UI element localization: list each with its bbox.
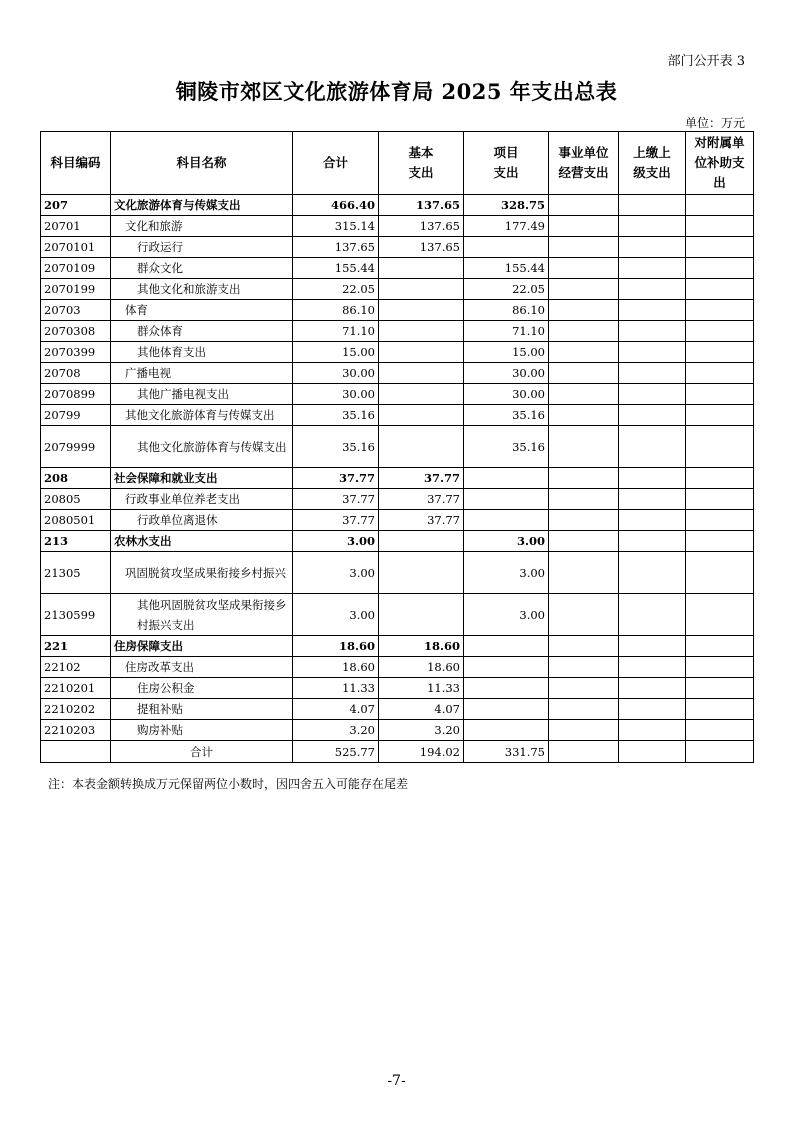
row-business [549, 489, 619, 510]
header-code: 科目编码 [41, 132, 111, 195]
row-project: 3.00 [464, 594, 549, 636]
row-code: 21305 [41, 552, 111, 594]
table-row [41, 216, 754, 237]
row-business [549, 384, 619, 405]
row-basic: 37.77 [379, 489, 464, 510]
row-total: 37.77 [293, 468, 379, 489]
row-project: 155.44 [464, 258, 549, 279]
header-basic: 基本 支出 [379, 132, 464, 195]
row-basic [379, 342, 464, 363]
row-business [549, 363, 619, 384]
row-project: 35.16 [464, 405, 549, 426]
row-project: 86.10 [464, 300, 549, 321]
total-project: 331.75 [464, 741, 549, 763]
row-name: 群众文化 [111, 258, 293, 279]
row-code: 2210201 [41, 678, 111, 699]
row-upper [619, 594, 686, 636]
table-row [41, 384, 754, 405]
row-total: 86.10 [293, 300, 379, 321]
table-row [41, 426, 754, 468]
row-business [549, 510, 619, 531]
row-project: 3.00 [464, 531, 549, 552]
row-code: 2070109 [41, 258, 111, 279]
row-subsidy [686, 426, 754, 468]
row-upper [619, 258, 686, 279]
row-project: 30.00 [464, 384, 549, 405]
table-row [41, 363, 754, 384]
table-row [41, 531, 754, 552]
row-code: 20799 [41, 405, 111, 426]
row-total: 4.07 [293, 699, 379, 720]
row-name: 住房保障支出 [111, 636, 293, 657]
table-row [41, 552, 754, 594]
row-upper [619, 657, 686, 678]
table-row [41, 258, 754, 279]
row-upper [619, 195, 686, 216]
expenditure-table [40, 131, 754, 763]
row-subsidy [686, 720, 754, 741]
row-code: 2130599 [41, 594, 111, 636]
row-code: 22102 [41, 657, 111, 678]
row-basic: 137.65 [379, 237, 464, 258]
row-code: 2080501 [41, 510, 111, 531]
total-basic: 194.02 [379, 741, 464, 763]
row-project: 22.05 [464, 279, 549, 300]
row-upper [619, 426, 686, 468]
row-code: 207 [41, 195, 111, 216]
row-code: 2070308 [41, 321, 111, 342]
footnote: 注：本表金额转换成万元保留两位小数时，因四舍五入可能存在尾差 [48, 777, 409, 791]
row-subsidy [686, 510, 754, 531]
row-business [549, 699, 619, 720]
row-total: 35.16 [293, 426, 379, 468]
row-basic [379, 279, 464, 300]
row-total: 18.60 [293, 657, 379, 678]
row-code: 2079999 [41, 426, 111, 468]
row-project [464, 699, 549, 720]
total-upper [619, 741, 686, 763]
row-name: 其他文化旅游体育与传媒支出 [111, 405, 293, 426]
row-subsidy [686, 657, 754, 678]
row-subsidy [686, 636, 754, 657]
table-row [41, 405, 754, 426]
row-project [464, 468, 549, 489]
row-name: 群众体育 [111, 321, 293, 342]
row-upper [619, 636, 686, 657]
row-subsidy [686, 342, 754, 363]
row-project: 177.49 [464, 216, 549, 237]
row-upper [619, 216, 686, 237]
row-project: 71.10 [464, 321, 549, 342]
row-upper [619, 678, 686, 699]
row-name: 其他文化旅游体育与传媒支出 [111, 426, 293, 468]
row-basic: 4.07 [379, 699, 464, 720]
row-code: 208 [41, 468, 111, 489]
row-basic: 18.60 [379, 636, 464, 657]
header-name: 科目名称 [111, 132, 293, 195]
row-upper [619, 468, 686, 489]
row-project [464, 489, 549, 510]
row-name: 文化旅游体育与传媒支出 [111, 195, 293, 216]
row-name: 其他巩固脱贫攻坚成果衔接乡村振兴支出 [111, 594, 293, 636]
row-total: 155.44 [293, 258, 379, 279]
row-business [549, 237, 619, 258]
row-basic [379, 531, 464, 552]
table-row [41, 594, 754, 636]
row-name: 行政事业单位养老支出 [111, 489, 293, 510]
table-row [41, 468, 754, 489]
row-subsidy [686, 678, 754, 699]
header-business: 事业单位 经营支出 [549, 132, 619, 195]
row-subsidy [686, 195, 754, 216]
row-total: 22.05 [293, 279, 379, 300]
row-name: 提租补贴 [111, 699, 293, 720]
row-basic: 18.60 [379, 657, 464, 678]
row-project [464, 237, 549, 258]
row-basic [379, 384, 464, 405]
row-basic [379, 258, 464, 279]
row-basic [379, 426, 464, 468]
row-total: 315.14 [293, 216, 379, 237]
row-name: 巩固脱贫攻坚成果衔接乡村振兴 [111, 552, 293, 594]
header-subsidy: 对附属单 位补助支 出 [686, 132, 754, 195]
row-subsidy [686, 405, 754, 426]
page-number: -7- [387, 1073, 406, 1089]
row-total: 3.00 [293, 552, 379, 594]
header-project: 项目 支出 [464, 132, 549, 195]
row-basic [379, 321, 464, 342]
row-total: 37.77 [293, 510, 379, 531]
total-label: 合计 [111, 741, 293, 763]
row-business [549, 258, 619, 279]
row-subsidy [686, 300, 754, 321]
row-project [464, 510, 549, 531]
row-total: 37.77 [293, 489, 379, 510]
row-code: 2070899 [41, 384, 111, 405]
row-upper [619, 489, 686, 510]
row-code: 221 [41, 636, 111, 657]
row-business [549, 678, 619, 699]
row-project [464, 678, 549, 699]
header-upper: 上缴上 级支出 [619, 132, 686, 195]
row-subsidy [686, 489, 754, 510]
row-business [549, 195, 619, 216]
row-basic [379, 594, 464, 636]
row-code: 213 [41, 531, 111, 552]
row-subsidy [686, 237, 754, 258]
row-code: 2070101 [41, 237, 111, 258]
row-business [549, 405, 619, 426]
header-row [41, 132, 754, 195]
row-basic: 37.77 [379, 468, 464, 489]
row-upper [619, 384, 686, 405]
row-project: 3.00 [464, 552, 549, 594]
row-upper [619, 300, 686, 321]
row-name: 行政单位离退休 [111, 510, 293, 531]
row-business [549, 636, 619, 657]
table-row [41, 279, 754, 300]
row-subsidy [686, 258, 754, 279]
row-total: 466.40 [293, 195, 379, 216]
row-total: 30.00 [293, 384, 379, 405]
table-row [41, 489, 754, 510]
unit-label: 单位：万元 [684, 116, 745, 130]
row-basic: 37.77 [379, 510, 464, 531]
row-basic: 11.33 [379, 678, 464, 699]
total-row [41, 741, 754, 763]
row-name: 其他文化和旅游支出 [111, 279, 293, 300]
table-row [41, 699, 754, 720]
row-upper [619, 342, 686, 363]
row-upper [619, 531, 686, 552]
header-total: 合计 [293, 132, 379, 195]
row-name: 行政运行 [111, 237, 293, 258]
row-code: 20701 [41, 216, 111, 237]
row-subsidy [686, 468, 754, 489]
row-business [549, 216, 619, 237]
row-upper [619, 237, 686, 258]
row-business [549, 531, 619, 552]
table-row [41, 237, 754, 258]
row-basic [379, 552, 464, 594]
row-total: 137.65 [293, 237, 379, 258]
row-basic: 3.20 [379, 720, 464, 741]
table-row [41, 195, 754, 216]
row-total: 3.00 [293, 594, 379, 636]
row-upper [619, 321, 686, 342]
row-business [549, 594, 619, 636]
row-name: 购房补贴 [111, 720, 293, 741]
row-name: 住房公积金 [111, 678, 293, 699]
row-upper [619, 552, 686, 594]
row-project: 30.00 [464, 363, 549, 384]
row-business [549, 300, 619, 321]
row-total: 3.00 [293, 531, 379, 552]
row-project: 15.00 [464, 342, 549, 363]
row-business [549, 342, 619, 363]
row-basic [379, 300, 464, 321]
row-subsidy [686, 594, 754, 636]
table-row [41, 342, 754, 363]
table-row [41, 636, 754, 657]
row-upper [619, 720, 686, 741]
page-title: 铜陵市郊区文化旅游体育局 2025 年支出总表 [175, 79, 618, 104]
row-total: 71.10 [293, 321, 379, 342]
row-total: 11.33 [293, 678, 379, 699]
row-business [549, 720, 619, 741]
row-total: 18.60 [293, 636, 379, 657]
row-total: 15.00 [293, 342, 379, 363]
row-total: 3.20 [293, 720, 379, 741]
total-subsidy [686, 741, 754, 763]
row-subsidy [686, 363, 754, 384]
row-subsidy [686, 552, 754, 594]
row-subsidy [686, 321, 754, 342]
row-business [549, 552, 619, 594]
total-value: 525.77 [293, 741, 379, 763]
row-business [549, 279, 619, 300]
row-subsidy [686, 699, 754, 720]
row-code: 20703 [41, 300, 111, 321]
row-subsidy [686, 384, 754, 405]
row-code: 20805 [41, 489, 111, 510]
row-business [549, 468, 619, 489]
table-row [41, 321, 754, 342]
row-upper [619, 510, 686, 531]
row-total: 35.16 [293, 405, 379, 426]
row-business [549, 426, 619, 468]
row-name: 社会保障和就业支出 [111, 468, 293, 489]
table-row [41, 300, 754, 321]
row-code: 20708 [41, 363, 111, 384]
row-project: 328.75 [464, 195, 549, 216]
row-code: 2070199 [41, 279, 111, 300]
row-total: 30.00 [293, 363, 379, 384]
row-project [464, 657, 549, 678]
row-subsidy [686, 279, 754, 300]
row-code: 2210203 [41, 720, 111, 741]
table-row [41, 720, 754, 741]
row-business [549, 657, 619, 678]
row-name: 广播电视 [111, 363, 293, 384]
row-name: 文化和旅游 [111, 216, 293, 237]
row-subsidy [686, 531, 754, 552]
row-code: 2210202 [41, 699, 111, 720]
row-basic [379, 363, 464, 384]
row-project: 35.16 [464, 426, 549, 468]
row-basic: 137.65 [379, 195, 464, 216]
row-upper [619, 279, 686, 300]
total-business [549, 741, 619, 763]
row-subsidy [686, 216, 754, 237]
row-name: 其他体育支出 [111, 342, 293, 363]
table-number-label: 部门公开表 3 [667, 54, 745, 69]
row-name: 农林水支出 [111, 531, 293, 552]
row-upper [619, 363, 686, 384]
row-business [549, 321, 619, 342]
row-name: 体育 [111, 300, 293, 321]
row-code: 2070399 [41, 342, 111, 363]
row-upper [619, 405, 686, 426]
row-basic [379, 405, 464, 426]
table-row [41, 510, 754, 531]
row-project [464, 720, 549, 741]
row-name: 其他广播电视支出 [111, 384, 293, 405]
table-row [41, 657, 754, 678]
row-project [464, 636, 549, 657]
row-basic: 137.65 [379, 216, 464, 237]
total-code-cell [41, 741, 111, 763]
table-row [41, 678, 754, 699]
row-upper [619, 699, 686, 720]
row-name: 住房改革支出 [111, 657, 293, 678]
